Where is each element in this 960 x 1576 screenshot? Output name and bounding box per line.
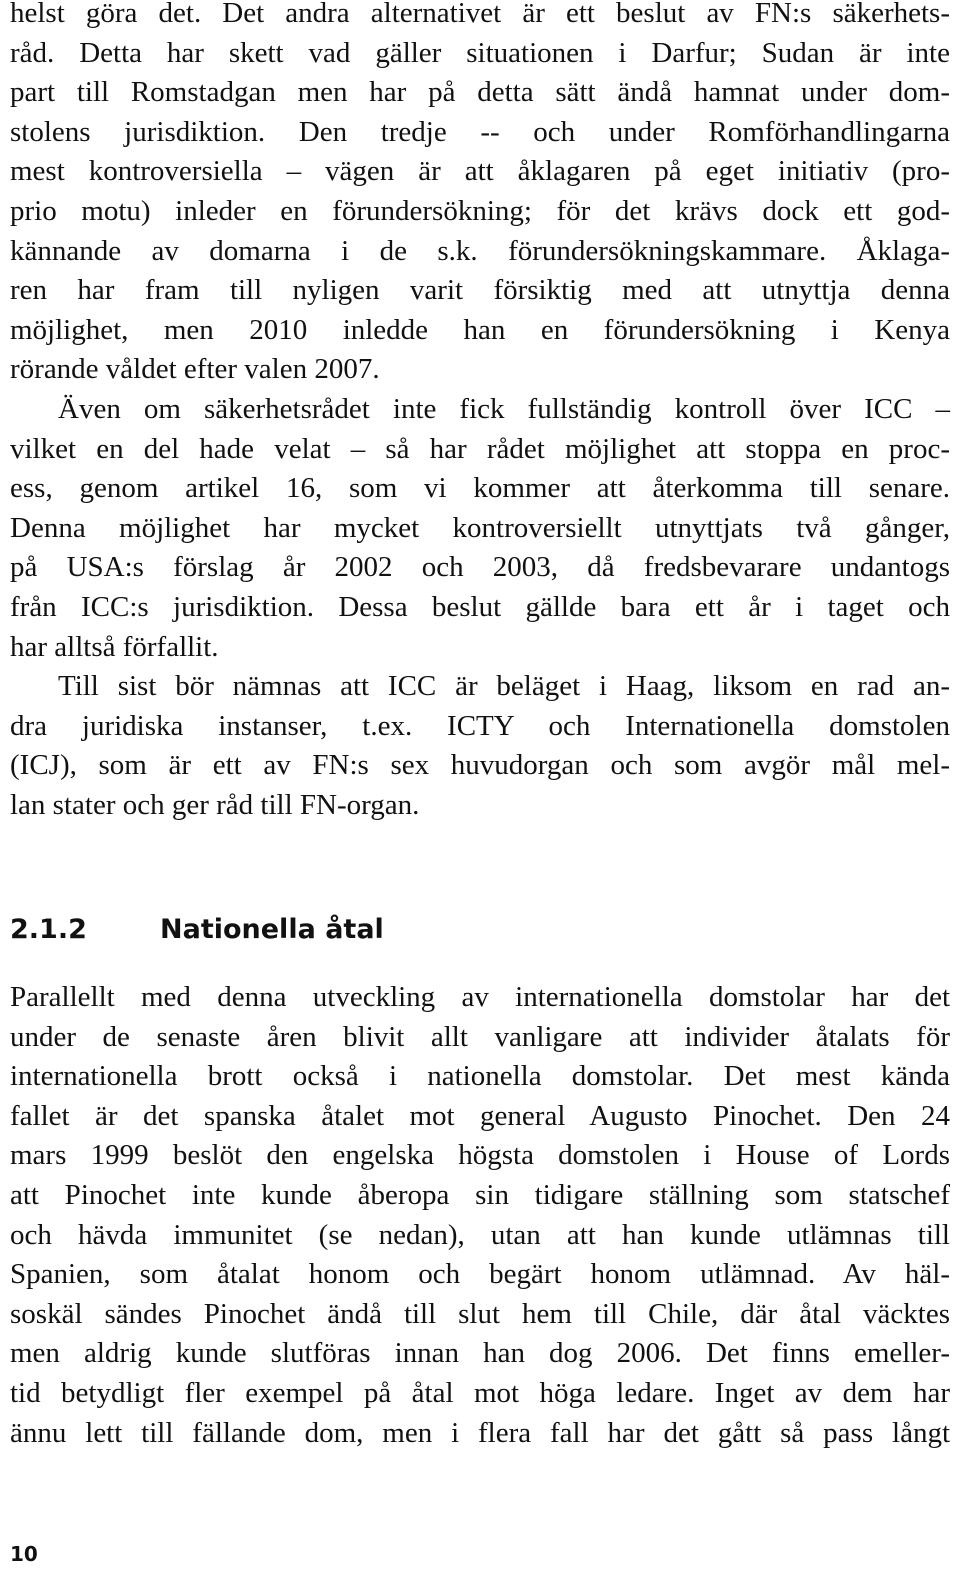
section-number: 2.1.2 <box>10 914 87 945</box>
text-line: helst göra det. Det andra alternativet är ett beslut av FN:s säkerhets- <box>10 0 950 29</box>
text-block-upper <box>10 0 950 825</box>
text-line: och hävda immunitet (se nedan), utan att han kunde utlämnas till <box>10 1218 950 1251</box>
text-line: Parallellt med denna utveckling av internationella domstolar har det <box>10 981 950 1013</box>
text-line: råd. Detta har skett vad gäller situationen i Darfur; Sudan är inte <box>10 36 950 69</box>
text-line: rörande våldet efter valen 2007. <box>10 353 380 386</box>
text-line: att Pinochet inte kunde åberopa sin tidigare ställning som statschef <box>10 1178 950 1211</box>
text-line: på USA:s förslag år 2002 och 2003, då fredsbevarare undantogs <box>10 551 950 584</box>
text-line: men aldrig kunde slutföras innan han dog 2006. Det finns emeller- <box>10 1337 950 1370</box>
text-line: Till sist bör nämnas att ICC är beläget i Haag, liksom en rad an- <box>58 670 950 703</box>
text-line: Denna möjlighet har mycket kontroversiellt utnyttjats två gånger, <box>10 511 950 544</box>
text-line: ännu lett till fällande dom, men i flera fall har det gått så pass långt <box>10 1416 950 1449</box>
section-heading <box>10 910 384 950</box>
text-line: mest kontroversiella – vägen är att åklagaren på eget initiativ (pro- <box>10 155 950 188</box>
text-line: Spanien, som åtalat honom och begärt honom utlämnad. Av häl- <box>10 1258 950 1291</box>
text-line: prio motu) inleder en förundersökning; för det krävs dock ett god- <box>10 194 950 227</box>
page-number: 10 <box>10 1542 38 1566</box>
text-line: vilket en del hade velat – så har rådet möjlighet att stoppa en proc- <box>10 432 950 465</box>
text-line: från ICC:s jurisdiktion. Dessa beslut gällde bara ett år i taget och <box>10 590 950 623</box>
text-line: under de senaste åren blivit allt vanligare att individer åtalats för <box>10 1020 950 1053</box>
text-line: soskäl sändes Pinochet ändå till slut hem till Chile, där åtal väcktes <box>10 1297 950 1330</box>
text-line: lan stater och ger råd till FN-organ. <box>10 788 420 821</box>
text-block-lower <box>10 978 950 1453</box>
text-line: fallet är det spanska åtalet mot general Augusto Pinochet. Den 24 <box>10 1099 950 1132</box>
text-line: Även om säkerhetsrådet inte fick fullständig kontroll över ICC – <box>58 392 950 425</box>
text-line: kännande av domarna i de s.k. förundersökningskammare. Åklaga- <box>10 234 950 267</box>
section-title: Nationella åtal <box>160 914 384 945</box>
text-line: har alltså förfallit. <box>10 630 219 663</box>
text-line: möjlighet, men 2010 inledde han en förundersökning i Kenya <box>10 313 950 346</box>
text-line: mars 1999 beslöt den engelska högsta domstolen i House of Lords <box>10 1139 950 1172</box>
text-line: internationella brott också i nationella domstolar. Det mest kända <box>10 1060 950 1093</box>
text-line: (ICJ), som är ett av FN:s sex huvudorgan och som avgör mål mel- <box>10 749 950 782</box>
text-line: tid betydligt fler exempel på åtal mot höga ledare. Inget av dem har <box>10 1376 950 1409</box>
text-line: dra juridiska instanser, t.ex. ICTY och Internationella domstolen <box>10 709 950 742</box>
text-line: ess, genom artikel 16, som vi kommer att återkomma till senare. <box>10 472 950 505</box>
text-line: ren har fram till nyligen varit försiktig med att utnyttja denna <box>10 274 950 307</box>
text-line: part till Romstadgan men har på detta sätt ändå hamnat under dom- <box>10 76 950 109</box>
text-line: stolens jurisdiktion. Den tredje -- och under Romförhandlingarna <box>10 115 950 148</box>
